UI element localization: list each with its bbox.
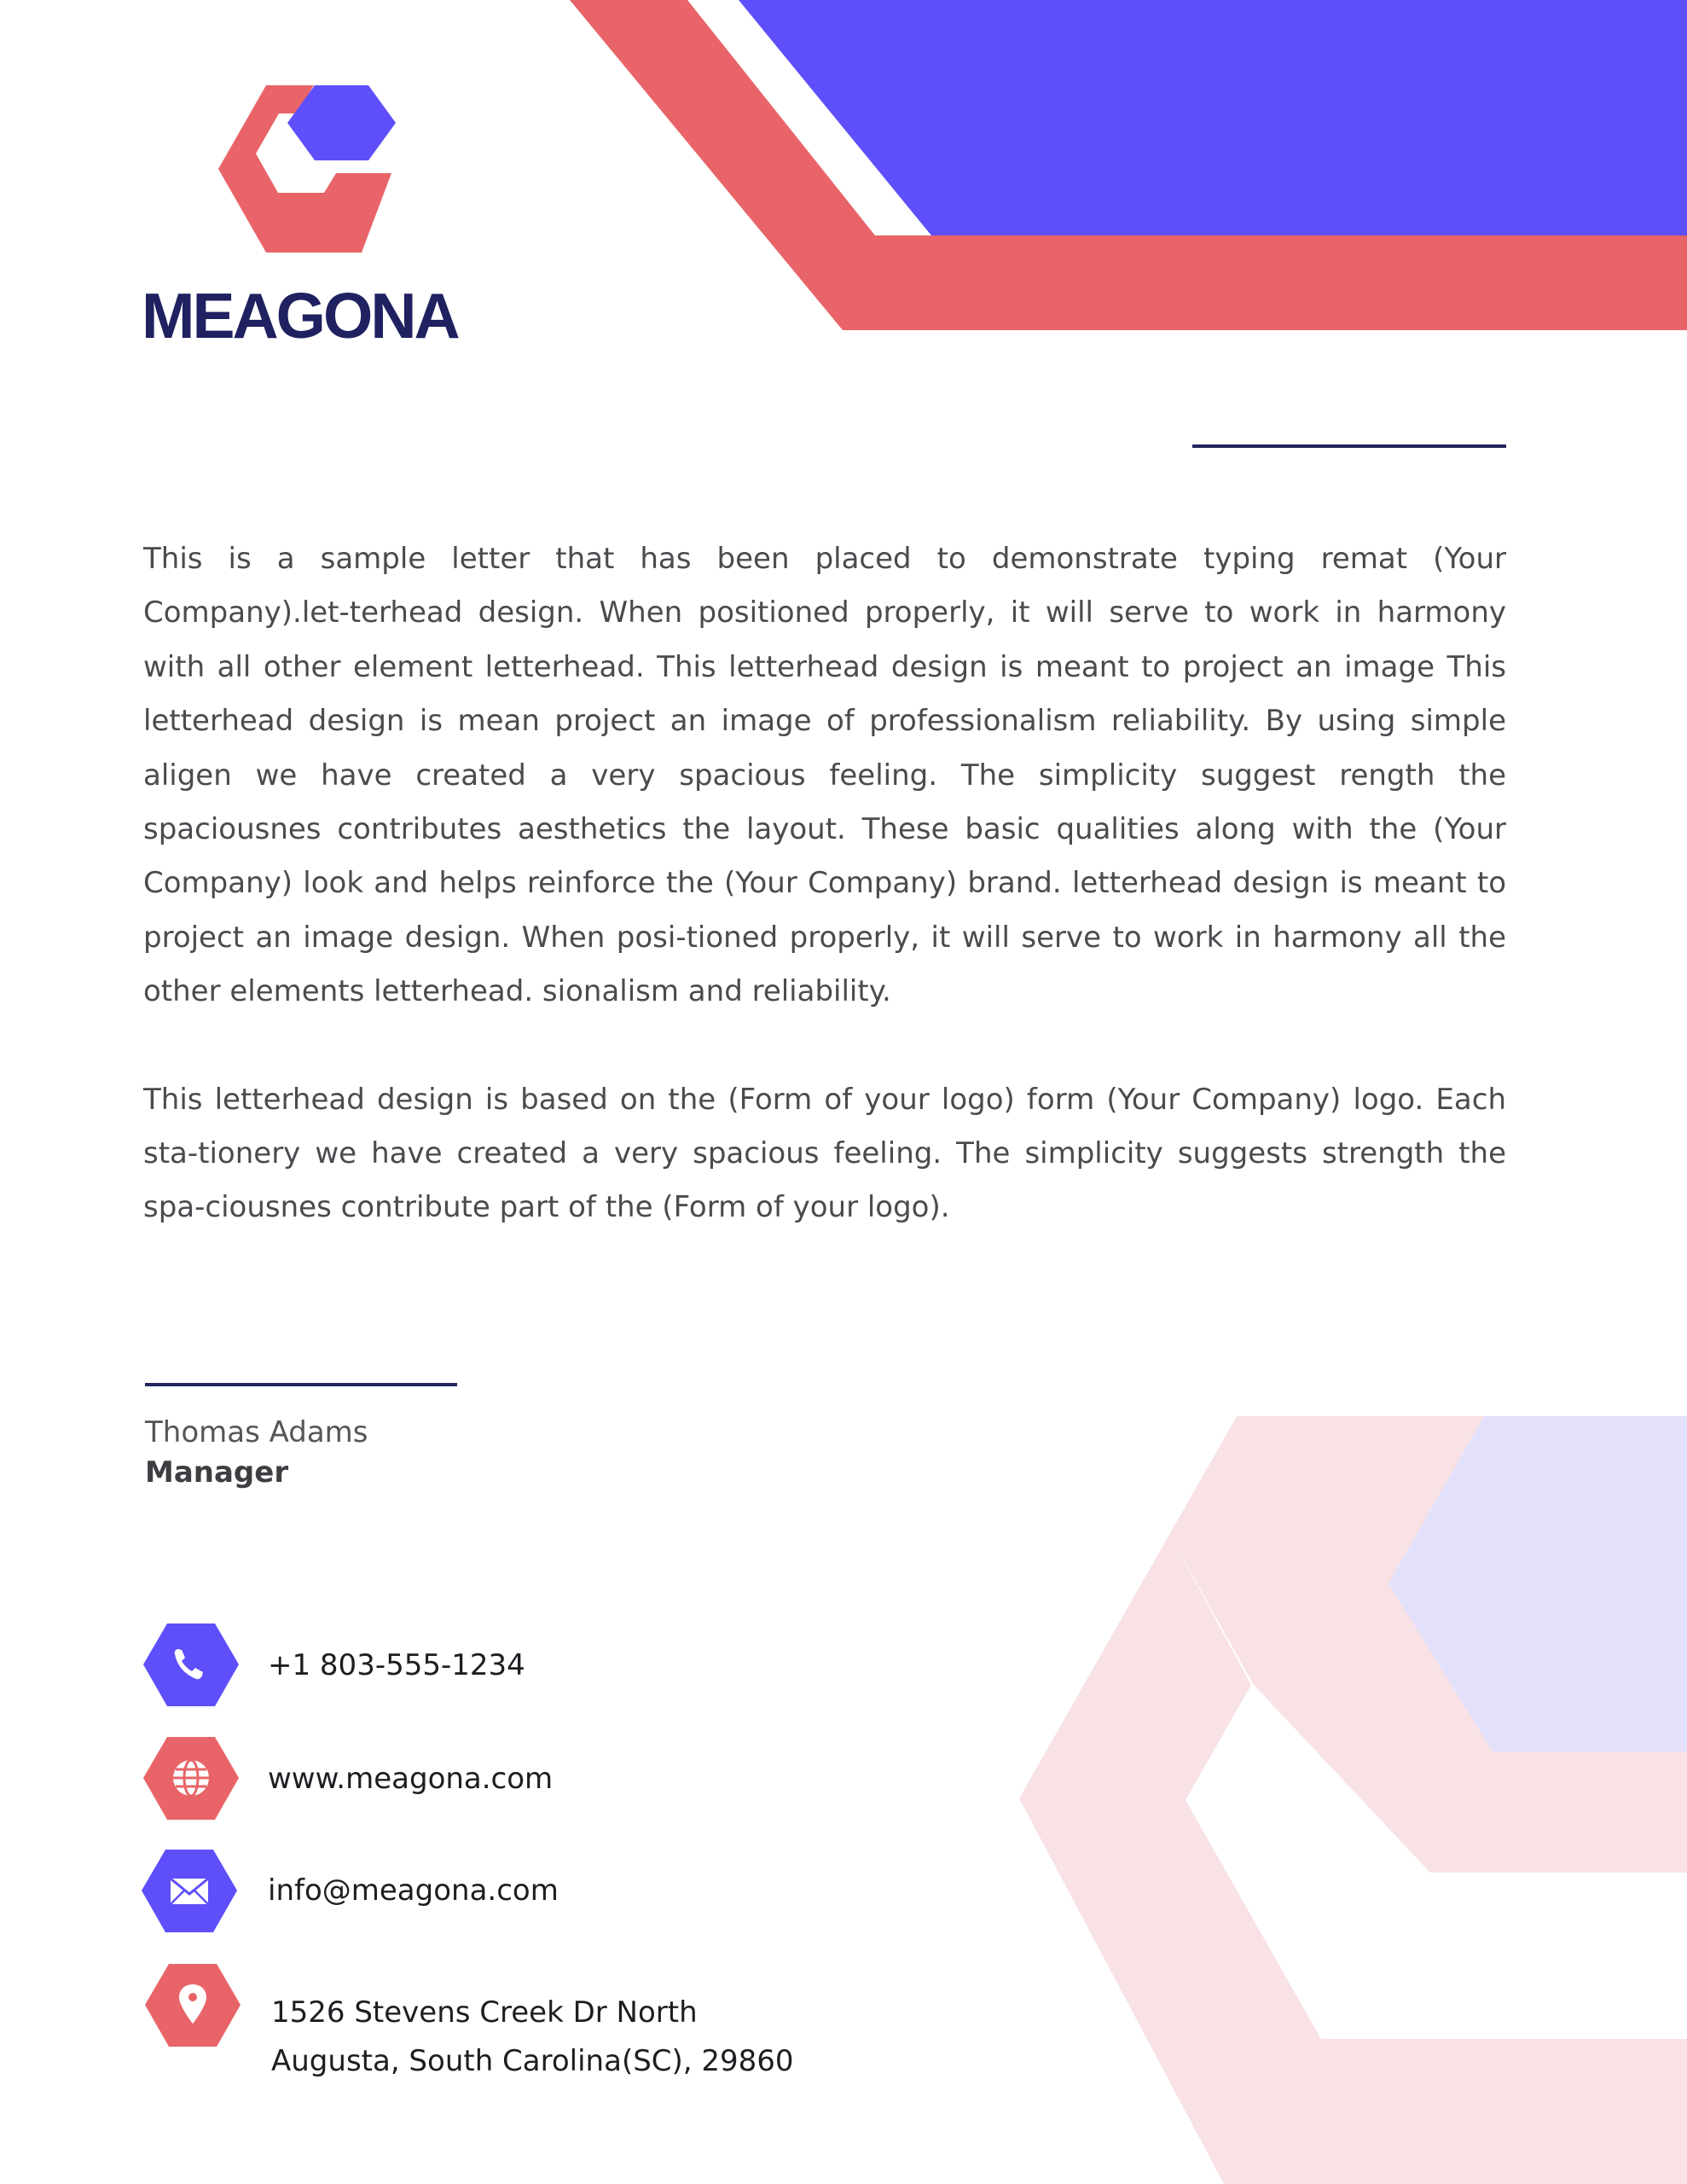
address-line-2: Augusta, South Carolina(SC), 29860	[271, 2044, 794, 2078]
letter-paragraph: This is a sample letter that has been placed to demonstrate typing remat (Your Company).let-terhead design. When positioned properly, it will serve to work in harmony with all other element letterhead. This letterhead design is meant to project an image This letterhead design is mean project an image of professionalism reliability. By using simple aligen we have created a very spacious feeling. The simplicity suggest rength the spaciousnes contributes aesthetics the layout. These basic qualities along with the (Your Company) look and helps reinforce the (Your Company) brand. letterhead design is meant to project an image design. When posi-tioned properly, it will serve to work in harmony all the other elements letterhead. sionalism and reliability.	[143, 542, 1506, 1009]
phone-number: +1 803-555-1234	[268, 1648, 525, 1682]
website-link[interactable]: www.meagona.com	[268, 1762, 554, 1796]
logo-icon	[218, 85, 409, 253]
email-link[interactable]: info@meagona.com	[268, 1873, 559, 1908]
letter-paragraph: This letterhead design is based on the (Form of your logo) form (Your Company) logo. Each sta-tionery we have created a very spacious feeling. The simplicity suggests strength the spa-ciousnes contribute part of the (Form of your logo).	[143, 1082, 1506, 1225]
letter-body	[143, 532, 1506, 1289]
envelope-icon	[142, 1850, 237, 1932]
location-pin-icon	[145, 1964, 241, 2047]
globe-icon	[143, 1737, 239, 1820]
date-line	[1192, 444, 1506, 448]
brand-name: MEAGONA	[142, 280, 458, 351]
signer-title: Manager	[145, 1455, 289, 1490]
phone-icon	[143, 1623, 239, 1706]
signature-line	[145, 1383, 457, 1386]
footer-hexagon-pattern	[1019, 1416, 1687, 2184]
header-band	[570, 0, 1687, 330]
address-line-1: 1526 Stevens Creek Dr North	[271, 1995, 698, 2030]
signer-name: Thomas Adams	[145, 1415, 368, 1449]
